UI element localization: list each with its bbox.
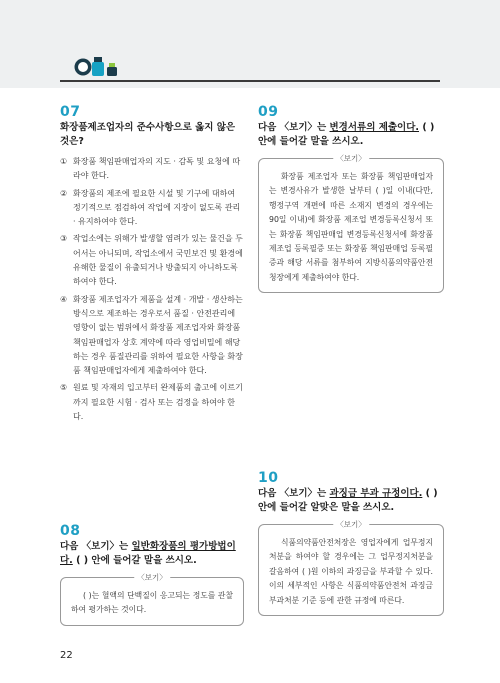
header-rule xyxy=(60,80,440,82)
option-text: 화장품의 제조에 필요한 시설 및 기구에 대하여 정기적으로 점검하여 작업에 지장이 없도록 관리 · 유지하여야 한다. xyxy=(73,188,241,227)
options-list xyxy=(60,155,244,424)
question-rest: ( ) 안에 들어갈 말을 쓰시오. xyxy=(72,555,197,566)
question-number: 07 xyxy=(60,104,81,120)
cosmetics-bottles-icon xyxy=(73,54,125,80)
question-text xyxy=(258,121,444,149)
example-box xyxy=(258,154,444,293)
question-text xyxy=(258,487,444,515)
question-10 xyxy=(258,470,444,616)
option-text: 화장품 책임판매업자의 지도 · 감독 및 요청에 따라야 한다. xyxy=(73,157,241,181)
box-label: 〈보기〉 xyxy=(333,519,369,530)
question-rest: ( ) 안에 들어갈 말을 쓰시오. xyxy=(258,122,435,147)
option-1[interactable] xyxy=(60,155,244,184)
option-mark: ② xyxy=(60,188,68,198)
option-2[interactable] xyxy=(60,187,244,230)
question-number: 08 xyxy=(60,523,81,539)
question-number: 10 xyxy=(258,470,279,486)
question-number: 09 xyxy=(258,104,279,120)
box-label: 〈보기〉 xyxy=(333,153,369,164)
option-text: 화장품 제조업자가 제품을 설계 · 개발 · 생산하는 방식으로 제조하는 경우로서 품질 · 안전관리에 영향이 없는 범위에서 화장품 제조업자와 화장품 책임판매업자 상호 계약에 따라 영업비밀에 해당하는 경우 품질관리를 위하여 필요한 사항을 화장품 책임판매업자에게 제출하여야 한다. xyxy=(73,294,243,376)
question-plain: 다음 〈보기〉는 xyxy=(60,541,132,552)
question-underline: 변경서류의 제출이다. xyxy=(329,122,420,133)
box-text: 식품의약품안전처장은 영업자에게 업무정지처분을 하여야 할 경우에는 그 업무정지처분을 갈음하여 ( )원 이하의 과징금을 부과할 수 있다. 이의 세부적인 사항은 식품의약품안전처 과징금 부과처분 기준 등에 관한 규정에 따른다. xyxy=(269,538,433,605)
question-08 xyxy=(60,523,244,626)
box-text: 화장품 제조업자 또는 화장품 책임판매업자는 변경사유가 발생한 날부터 ( )일 이내(다만, 행정구역 개편에 따른 소재지 변경의 경우에는 90일 이내)에 화장품 제조업 변경등록신청서 또는 화장품 책임판매업 변경등록신청서에 화장품 제조업 등록필증 또는 화장품 책임판매업 등록필증과 해당 서류를 첨부하여 지방식품의약품안전청장에게 제출하여야 한다. xyxy=(269,172,433,282)
question-09 xyxy=(258,104,444,293)
example-box xyxy=(258,520,444,616)
question-underline: 일반화장품의 평가방법이다. xyxy=(60,541,236,566)
option-text: 원료 및 자재의 입고부터 완제품의 출고에 이르기까지 필요한 시험 · 검사 또는 검정을 하여야 한다. xyxy=(73,383,243,422)
question-plain: 다음 〈보기〉는 xyxy=(258,122,330,133)
option-4[interactable] xyxy=(60,293,244,379)
option-3[interactable] xyxy=(60,232,244,289)
option-mark: ① xyxy=(60,157,68,166)
question-07 xyxy=(60,104,244,427)
option-mark: ⑤ xyxy=(60,383,68,393)
option-5[interactable] xyxy=(60,381,244,424)
box-text: ( )는 혈액의 단백질이 응고되는 정도를 관찰하여 평가하는 것이다. xyxy=(71,591,233,615)
option-text: 작업소에는 위해가 발생할 염려가 있는 물건을 두어서는 아니되며, 작업소에서 국민보건 및 환경에 유해한 물질이 유출되거나 방출되지 아니하도록 하여야 한다. xyxy=(73,234,243,287)
question-text: 화장품제조업자의 준수사항으로 옳지 않은 것은? xyxy=(60,122,236,147)
page-number: 22 xyxy=(60,650,73,661)
box-label: 〈보기〉 xyxy=(134,572,170,583)
option-mark: ④ xyxy=(60,294,68,304)
question-rest: ( ) 안에 들어갈 알맞은 말을 쓰시오. xyxy=(258,488,438,513)
question-underline: 과징금 부과 규정이다. xyxy=(329,488,423,499)
question-text xyxy=(60,540,244,568)
option-mark: ③ xyxy=(60,234,68,244)
example-box xyxy=(60,573,244,626)
question-plain: 다음 〈보기〉는 xyxy=(258,488,330,499)
